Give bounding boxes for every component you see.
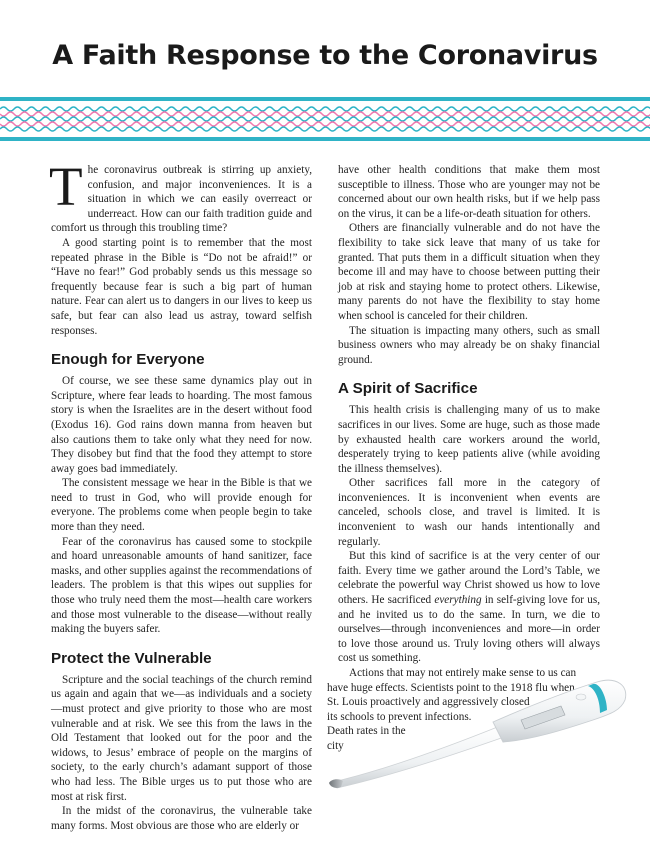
wave-line — [0, 122, 650, 126]
decorative-wave-band — [0, 97, 650, 141]
wave-line — [0, 127, 650, 131]
paragraph: Others are financially vulnerable and do not have the flexibility to take sick leave that many of us take for granted. That puts them in a difficult situation when they become ill and may have to choose between putting their job at risk and staying home to protect others. Likewise, many parents do not have the flexibility to stay home when school is canceled for their children. — [338, 222, 600, 322]
paragraph-continued: have other health conditions that make them most susceptible to illness. Those who are younger may not be concerned about our own health risks, but if we help pass on the virus, it can be a life-or-death situation for others. — [338, 164, 600, 220]
paragraph: This health crisis is challenging many of us to make sacrifices in our lives. Some are huge, such as those made by exhausted health care workers around the world, desperately trying to keep patients alive (while avoiding the illness themselves). — [338, 404, 600, 475]
wave-line — [0, 112, 650, 116]
drop-cap: T — [49, 156, 83, 217]
paragraph: Of course, we see these same dynamics play out in Scripture, where fear leads to hoarding. The most famous story is when the Israelites are in the desert without food (Exodus 16). God rains down manna from heaven but also cautions them to take only what they need for now. They disobey but find that the food they attempt to store away goes bad immediately. — [51, 375, 312, 475]
intro-paragraph-1: The coronavirus outbreak is stirring up anxiety, confusion, and major inconveniences. It is a situation in which we can easily overreact or underreact. How can our faith tradition guide and comfort us through this troubling time? — [49, 156, 312, 235]
paragraph: But this kind of sacrifice is at the very center of our faith. Every time we gather around the Lord’s Table, we celebrate the powerful way Christ showed us how to love others. He sacrificed everything in self-giving love for us, and he invited us to do the same. In turn, we die to ourselves—through inconveniences and more—in order to love those around us. Truly loving others will always cost us something. — [338, 550, 600, 665]
paragraph: The consistent message we hear in the Bible is that we need to trust in God, who will provide enough for everyone. The problems come when people begin to take more than they need. — [51, 477, 312, 534]
paragraph: The situation is impacting many others, such as small business owners who may already be on shaky financial ground. — [338, 324, 600, 366]
paragraph-wrap-thermometer: Actions that may not entirely make sense to us can have huge effects. Scientists point to the 1918 flu when St. Louis proactively and aggressively closed its schools to prevent infections. Death rates in the city — [327, 667, 577, 752]
section-heading-enough: Enough for Everyone — [51, 351, 205, 369]
wave-line — [0, 117, 650, 121]
paragraph: Other sacrifices fall more in the category of inconveniences. It is inconvenient when events are canceled, schools close, and travel is limited. It is inconvenient to wash our hands intentionally and regularly. — [338, 477, 600, 548]
left-column — [49, 156, 312, 833]
section-heading-sacrifice: A Spirit of Sacrifice — [338, 380, 478, 398]
right-column — [327, 163, 600, 754]
thermometer-illustration — [325, 670, 635, 790]
paragraph: In the midst of the coronavirus, the vulnerable take many forms. Most obvious are those who are elderly or — [51, 805, 312, 832]
paragraph: Scripture and the social teachings of the church remind us again and again that we—as individuals and a society—must protect and give priority to those who are most vulnerable and at risk. We see this from the laws in the Old Testament that looked out for the poor and the widows, to Jesus’ embrace of people on the margins of society, to the early church’s adamant support of those who had less. The Bible urges us to put those who are most at risk first. — [51, 673, 312, 803]
paragraph: Fear of the coronavirus has caused some to stockpile and hoard unreasonable amounts of hand sanitizer, face masks, and other supplies against the recommendations of leaders. The problem is that this wipes out supplies for those who truly need them the most—health care workers and those most vulnerable to the disease—without really making the buyers safer. — [51, 535, 312, 636]
page-title: A Faith Response to the Coronavirus — [52, 40, 598, 71]
section-heading-vulnerable: Protect the Vulnerable — [51, 649, 212, 667]
intro-paragraph-2: A good starting point is to remember that the most repeated phrase in the Bible is “Do not be afraid!” or “Have no fear!” God probably sends us this message so frequently because fear is such a big part of human nature. Fear can alert us to dangers in our lives to keep us safe, but fear can also lead us astray, toward selfish responses. — [51, 236, 312, 337]
wave-line — [0, 107, 650, 111]
